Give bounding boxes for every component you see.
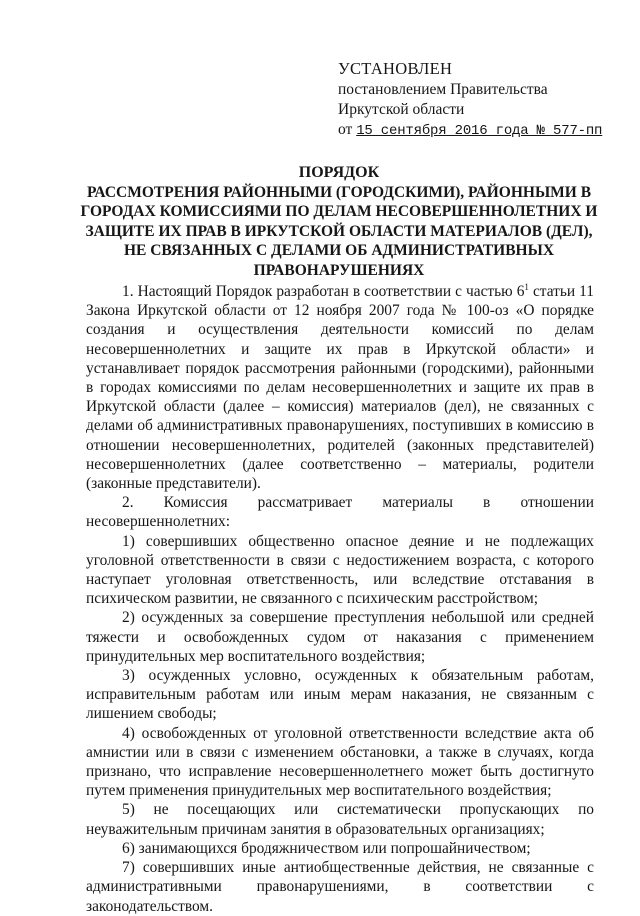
approval-date-line xyxy=(338,120,618,141)
paragraph-1-superscript: 1 xyxy=(524,281,529,292)
approval-date-number: 15 сентября 2016 года № 577-пп xyxy=(356,123,603,139)
paragraph-1-start: 1. Настоящий Порядок разработан в соответствии с частью 6 xyxy=(122,283,525,300)
document-body xyxy=(86,282,594,916)
title-heading: ПОРЯДОК xyxy=(298,164,380,181)
document-title xyxy=(78,163,600,280)
approval-block xyxy=(338,57,618,141)
approval-line-resolution: постановлением Правительства xyxy=(338,81,548,98)
approval-from-word: от xyxy=(338,121,353,138)
list-item-4: 4) освобожденных от уголовной ответственности вследствие акта об амнистии или в связи с изменением обстановки, а также в случаях, когда признано, что исправление несовершеннолетнего может быть достигнуто путем применения принудительных мер воспитательного воздействия; xyxy=(86,724,594,800)
approval-heading: УСТАНОВЛЕН xyxy=(338,59,453,78)
list-item-2: 2) осужденных за совершение преступления небольшой или средней тяжести и освобожденных судом от наказания с применением принудительных мер воспитательного воздействия; xyxy=(86,609,594,665)
list-item-6: 6) занимающихся бродяжничеством или попрошайничеством; xyxy=(122,839,531,857)
paragraph-1 xyxy=(86,282,594,493)
paragraph-2: 2. Комиссия рассматривает материалы в отношении несовершеннолетних: xyxy=(86,494,594,531)
approval-line-region: Иркутской области xyxy=(338,101,465,118)
list-item-7: 7) совершивших иные антиобщественные действия, не связанные с административными правонарушениями, в соответствии с законодательством. xyxy=(86,859,594,915)
list-item-3: 3) осужденных условно, осужденных к обязательным работам, исправительным работам или иным мерам наказания, не связанным с лишением свободы; xyxy=(86,667,594,723)
list-item-1: 1) совершивших общественно опасное деяние и не подлежащих уголовной ответственности в связи с недостижением возраста, с которого наступает уголовная ответственность, или вследствие отставания в психическом развитии, не связанного с психическим расстройством; xyxy=(86,532,594,608)
paragraph-1-rest: статьи 11 Закона Иркутской области от 12 ноября 2007 года № 100-оз «О порядке создания и осуществления деятельности комиссий по делам несовершеннолетних и защите их прав в Иркутской области» и устанавливает порядок рассмотрения районными (городскими), районными в городах комиссиями по делам несовершеннолетних и защите их прав в Иркутской области (далее – комиссия) материалов (дел), не связанных с делами об административных правонарушениях, поступивших в комиссию в отношении несовершеннолетних, родителей (законных представителей) несовершеннолетних (далее соответственно – материалы, родители (законные представители). xyxy=(86,283,594,493)
list-item-5: 5) не посещающих или систематически пропускающих по неуважительным причинам занятия в образовательных организациях; xyxy=(86,801,594,838)
title-body: РАССМОТРЕНИЯ РАЙОННЫМИ (ГОРОДСКИМИ), РАЙОННЫМИ В ГОРОДАХ КОМИССИЯМИ ПО ДЕЛАМ НЕСОВЕРШЕННОЛЕТНИХ И ЗАЩИТЕ ИХ ПРАВ В ИРКУТСКОЙ ОБЛАСТИ МАТЕРИАЛОВ (ДЕЛ), НЕ СВЯЗАННЫХ С ДЕЛАМИ ОБ АДМИНИСТРАТИВНЫХ ПРАВОНАРУШЕНИЯХ xyxy=(80,183,598,279)
